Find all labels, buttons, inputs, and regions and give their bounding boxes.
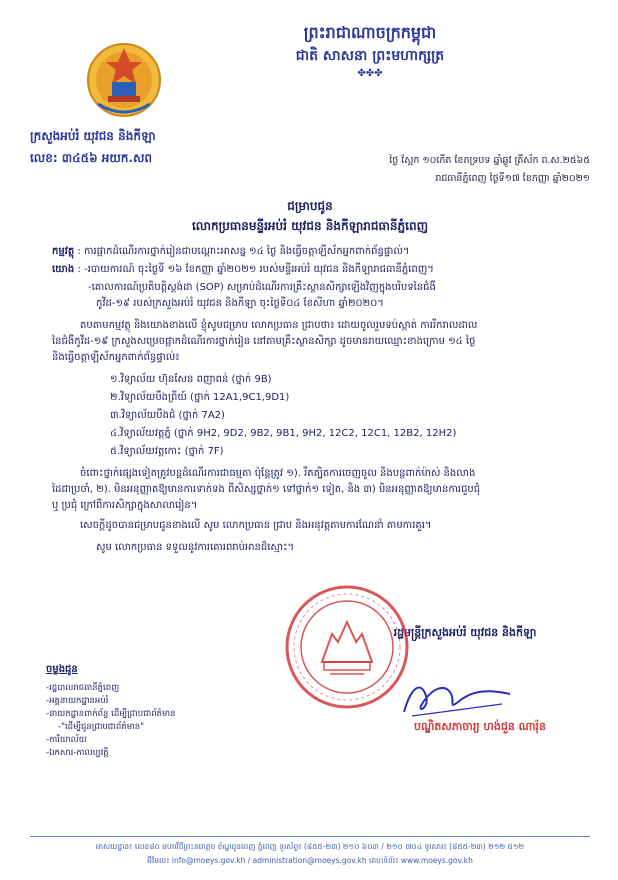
cc-item: -"ដើម្បីជូនជ្រាបជាព័ត៌មាន" — [58, 722, 145, 732]
ministry-name: ក្រសួងអប់រំ យុវជន និងកីឡា — [30, 129, 156, 143]
reference-item-2a: -គោលការណ៍ប្រតិបត្តិស្តង់ដា (SOP) សម្រាប់ដំណើរការគ្រឹះស្ថានសិក្សាឡើងវិញក្នុងបរិបទនៃជំងឺ — [88, 282, 436, 293]
national-motto: ជាតិ សាសនា ព្រះមហាក្សត្រ — [295, 48, 445, 64]
school-list-item: ២.វិទ្យាល័យបឹងព្រីយ៍ (ថ្នាក់ 12A1,9C1,9D1) — [110, 392, 290, 403]
closing-line: សូម លោកប្រធាន ទទួលនូវការគោរពរាប់អានដ៏ស្មោះ។ — [96, 542, 295, 553]
cc-list — [46, 682, 266, 760]
reference-item-1: : -របាយការណ៍ ចុះថ្ងៃទី ១៦ ខែកញ្ញា ឆ្នាំ២០២១ របស់មន្ទីរអប់រំ យុវជន និងកីឡារាជធានីភ្នំពេញ។ — [77, 264, 434, 275]
school-list-item: ៣.វិទ្យាល័យបឹងជំ (ថ្នាក់ 7A2) — [110, 410, 225, 421]
cc-item: -រដ្ឋបាលរាជធានីភ្នំពេញ — [46, 683, 120, 693]
reference-number: លេខ: ៣៤៥៦ អយក.សព — [30, 151, 153, 165]
footer-contact: អ៊ីមែល៖ info@moeys.gov.kh / administration@moeys.gov.kh គេហទំព័រ៖ www.moeys.gov.kh — [147, 856, 473, 865]
cc-label: ចម្លងជូន — [46, 664, 78, 675]
cc-item: -ឯកសារ-កាលប្បវត្តិ — [46, 748, 109, 758]
cc-item: -នាយកដ្ឋានពាក់ព័ន្ធ ដើម្បីជ្រាបជាព័ត៌មាន — [46, 709, 176, 719]
footer-address: អាសយដ្ឋាន៖ លេខ៨០ មហាវិថីព្រះនរោត្តម ខ័ណ្ឌដូនពេញ ភ្នំពេញ ទូរស័ព្ទ៖ (៨៥៥-២៣) ២១០ ៦០៣ / ២១០ ៧០៤ ទូរសារ៖ (៨៥៥-២៣) ២១២ ៥១២ — [95, 842, 525, 851]
motto-ornament: ✤✤✤ — [357, 68, 383, 79]
body-paragraph-1-line-2: នៃជំងឺកូវីដ-១៩ ក្រសួងសម្រេចផ្អាកដំណើរការថ្នាក់រៀន នៅតាមគ្រឹះស្ថានសិក្សា ដូចមានរាយឈ្មោះខាងក្រោម ១៤ ថ្ងៃ — [52, 336, 476, 347]
school-list-item: ៥.វិទ្យាល័យវត្តកោះ (ថ្នាក់ 7F) — [110, 446, 224, 457]
reference-line-1 — [52, 262, 592, 278]
footer-divider — [30, 836, 590, 837]
signatory-title: រដ្ឋមន្ត្រីក្រសួងអប់រំ យុវជន និងកីឡា — [393, 626, 537, 639]
body-paragraph-2-line-3: ឬ ប្រជុំ ក្រៅពីការសិក្សាក្នុងសាលារៀន។ — [52, 500, 198, 511]
lunar-date: ថ្ងៃ ស្អែក ១០កើត ខែភទ្របទ ឆ្នាំឆ្លូវ ត្រីស័ក ព.ស.២៥៦៥ — [389, 155, 590, 166]
signatory-name: បណ្ឌិតសភាចារ្យ ហង់ជួន ណារ៉ុន — [413, 720, 547, 733]
notice-type: ជម្រាបជូន — [287, 199, 333, 213]
subject-text: : ការផ្អាកដំណើរការថ្នាក់រៀនជាបណ្ដោះអាសន្ន ១៤ ថ្ងៃ និងធ្វើចត្តាឡីស័កអ្នកពាក់ព័ន្ធផ្ទាល់។ — [77, 246, 410, 257]
body-paragraph-2-line-1: ចំពោះថ្នាក់ផ្សេងទៀតត្រូវបន្តដំណើរការជាធម្មតា ប៉ុន្តែត្រូវ ១). រឹតត្បិតការចេញចូល និងបន្តពាក់ម៉ាស់ និងលាង — [80, 468, 476, 479]
body-paragraph-3: សេចក្ដីដូចបានជម្រាបជូនខាងលើ សូម លោកប្រធាន ជ្រាប និងអនុវត្តតាមការណែនាំ តាមការគួរ។ — [80, 520, 432, 531]
recipient-title: លោកប្រធានមន្ទីរអប់រំ យុវជន និងកីឡារាជធានីភ្នំពេញ — [191, 219, 429, 233]
body-paragraph-1-line-3: និងធ្វើចត្តាឡីស័កអ្នកពាក់ព័ន្ធផ្ទាល់៖ — [52, 352, 180, 363]
school-list-item: ៤.វិទ្យាល័យវត្តភ្នំ (ថ្នាក់ 9H2, 9D2, 9B2, 9B1, 9H2, 12C2, 12C1, 12B2, 12H2) — [110, 428, 457, 439]
cc-item: -ការិយាល័យ — [46, 735, 87, 745]
body-paragraph-1-line-1: តបតាមកម្មវត្ថុ និងយោងខាងលើ ខ្ញុំសូមជម្រាប លោកប្រធាន ជ្រាបថា៖ ដោយចូលរួមទប់ស្កាត់ ការរីករាលដាល — [80, 320, 478, 331]
solar-date: រាជធានីភ្នំពេញ ថ្ងៃទី១៧ ខែកញ្ញា ឆ្នាំ២០២១ — [435, 173, 590, 184]
subject-label: កម្មវត្ថុ — [52, 246, 75, 257]
body-paragraph-2-line-2: ដៃជាប្រចាំ, ២). មិនអនុញ្ញាតឱ្យមានការទាក់ទង ពីសិស្សថ្នាក់១ ទៅថ្នាក់១ ទៀត, និង ៣) មិនអនុញ្ញាតឱ្យមានការជួបជុំ — [52, 484, 481, 495]
kingdom-title: ព្រះរាជាណាចក្រកម្ពុជា — [303, 23, 437, 42]
handwritten-signature — [392, 674, 522, 722]
reference-item-2b: កូវីដ-១៩ របស់ក្រសួងអប់រំ យុវជន និងកីឡា ចុះថ្ងៃទី០៤ ខែសីហា ឆ្នាំ២០២០។ — [96, 298, 384, 309]
cc-item: -អគ្គនាយកដ្ឋានអប់រំ — [46, 696, 109, 706]
school-list-item: ១.វិទ្យាល័យ ហ៊ុនសែន ពញាពន់ (ថ្នាក់ 9B) — [110, 374, 272, 385]
subject-line — [52, 244, 592, 260]
reference-label: យោង — [52, 264, 75, 275]
ministry-emblem-logo — [84, 38, 164, 122]
